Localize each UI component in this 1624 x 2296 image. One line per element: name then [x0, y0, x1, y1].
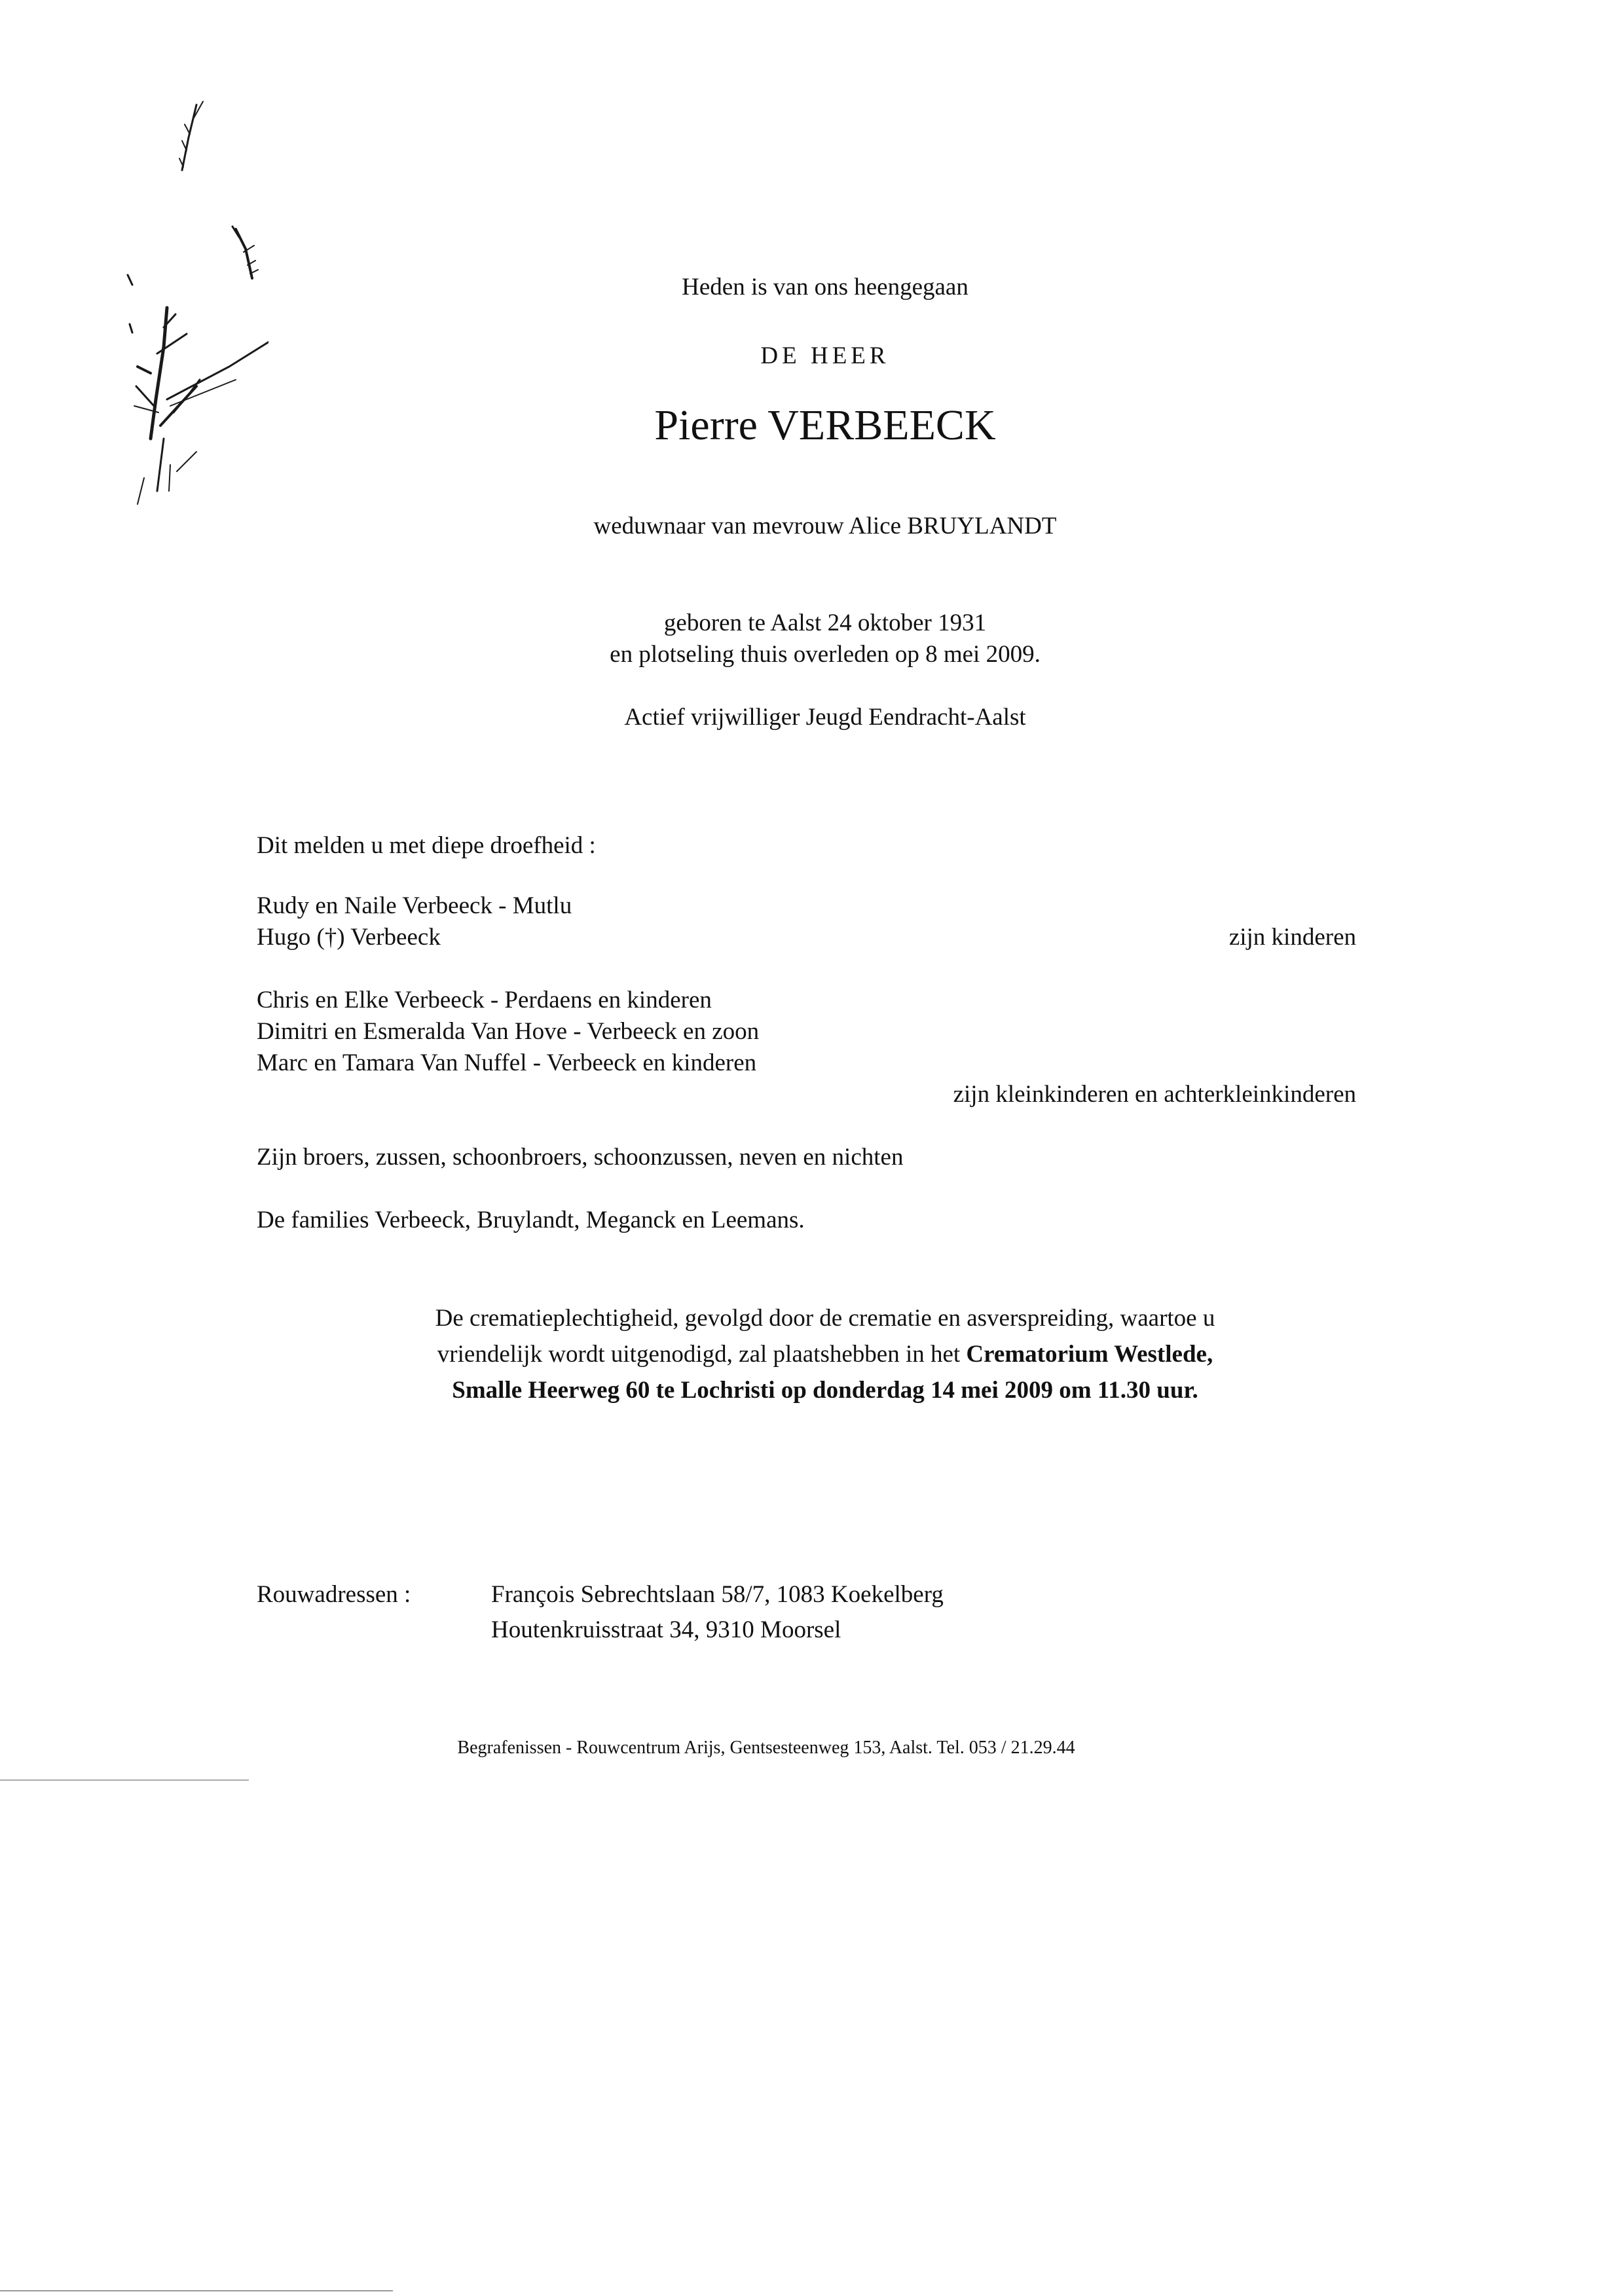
address-line: François Sebrechtslaan 58/7, 1083 Koekelberg	[491, 1581, 944, 1608]
ceremony-text: vriendelijk wordt uitgenodigd, zal plaatshebben in het	[437, 1341, 967, 1368]
honorific: DE HEER	[760, 342, 890, 369]
child-entry: Rudy en Naile Verbeeck - Mutlu	[257, 892, 572, 919]
died-line: en plotseling thuis overleden op 8 mei 2009.	[610, 641, 1041, 668]
families-line: De families Verbeeck, Bruylandt, Meganck en Leemans.	[257, 1207, 805, 1233]
born-line: geboren te Aalst 24 oktober 1931	[663, 610, 987, 636]
address-line: Houtenkruisstraat 34, 9310 Moorsel	[491, 1616, 841, 1643]
addresses-label: Rouwadressen :	[257, 1581, 411, 1608]
crematorium-name: Crematorium Westlede,	[966, 1341, 1213, 1368]
ceremony-line-3: Smalle Heerweg 60 te Lochristi op donderdag 14 mei 2009 om 11.30 uur.	[452, 1377, 1198, 1404]
ceremony-line-2	[288, 1339, 1362, 1370]
grandchild-entry: Marc en Tamara Van Nuffel - Verbeeck en kinderen	[257, 1049, 757, 1076]
volunteer-line: Actief vrijwilliger Jeugd Eendracht-Aalst	[624, 704, 1026, 731]
ceremony-line-1: De crematieplechtigheid, gevolgd door de crematie en asverspreiding, waartoe u	[435, 1305, 1215, 1332]
grandchild-entry: Dimitri en Esmeralda Van Hove - Verbeeck en zoon	[257, 1018, 760, 1045]
intro-line: Heden is van ons heengegaan	[682, 274, 969, 301]
undertaker-footer: Begrafenissen - Rouwcentrum Arijs, Gentsesteenweg 153, Aalst. Tel. 053 / 21.29.44	[457, 1738, 1075, 1758]
children-label: zijn kinderen	[1228, 924, 1356, 951]
scan-line	[0, 1779, 249, 1781]
grandchildren-label: zijn kleinkinderen en achterkleinkinderen	[953, 1081, 1356, 1108]
announcement-intro: Dit melden u met diepe droefheid :	[257, 832, 596, 859]
scan-line	[0, 2290, 393, 2291]
grass-sprig-icon	[98, 98, 268, 543]
widower-line: weduwnaar van mevrouw Alice BRUYLANDT	[593, 513, 1057, 539]
deceased-name: Pierre VERBEECK	[654, 401, 996, 449]
grandchild-entry: Chris en Elke Verbeeck - Perdaens en kinderen	[257, 987, 712, 1013]
child-entry: Hugo (†) Verbeeck	[257, 924, 441, 951]
siblings-line: Zijn broers, zussen, schoonbroers, schoonzussen, neven en nichten	[257, 1144, 904, 1171]
